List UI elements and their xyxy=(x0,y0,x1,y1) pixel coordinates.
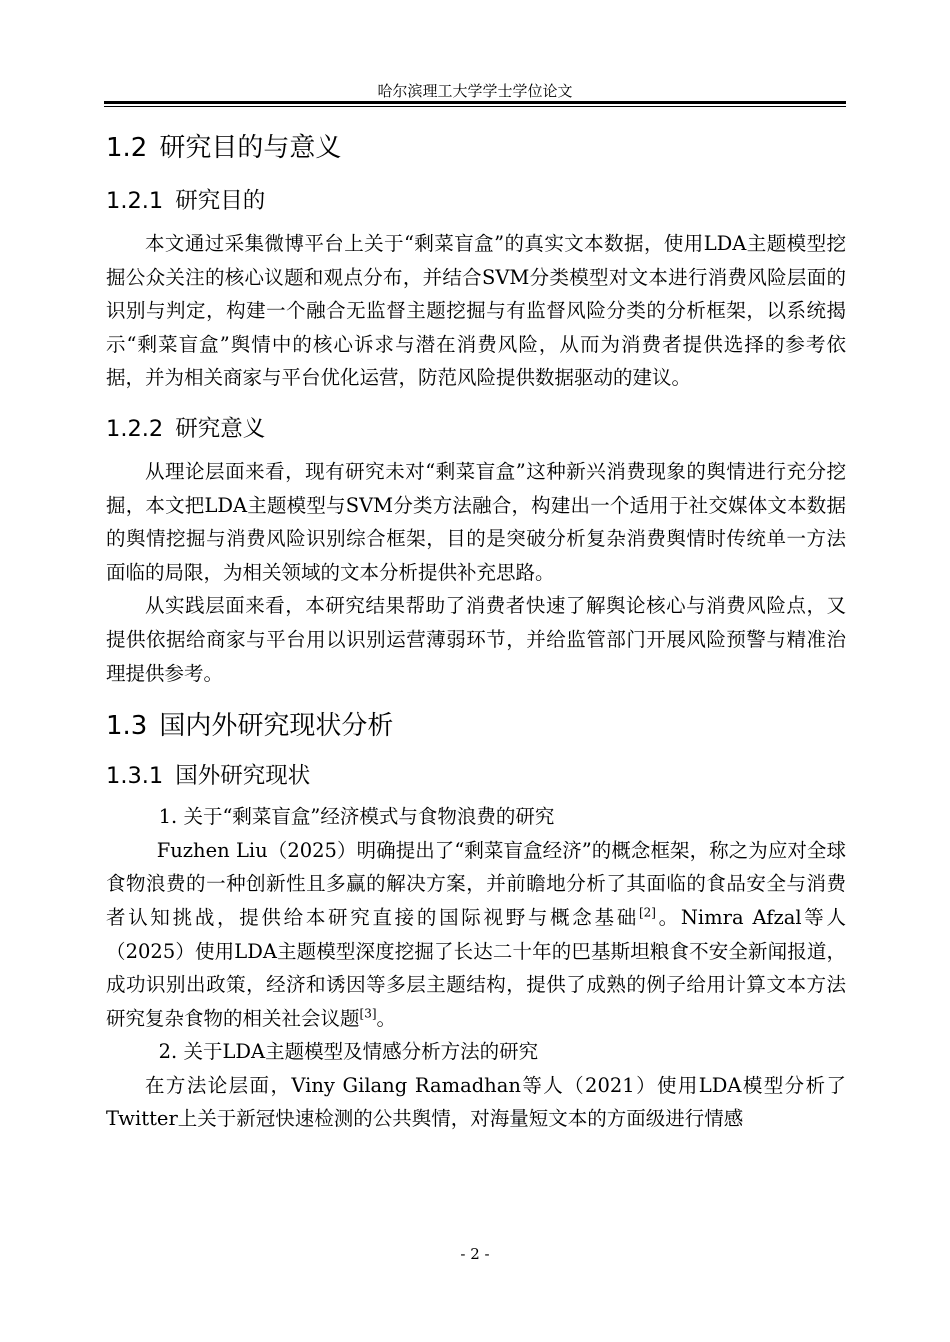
paragraph-text: 。 xyxy=(376,1006,397,1030)
list-item-1: 1. 关于“剩菜盲盒”经济模式与食物浪费的研究 xyxy=(158,805,555,829)
paragraph-practical-significance: 从实践层面来看，本研究结果帮助了消费者快速了解舆论核心与消费风险点，又提供依据给商家与平台用以识别运营薄弱环节，并给监管部门开展风险预警与精准治理提供参考。 xyxy=(106,594,846,685)
paragraph-foreign-research-2: 在方法论层面，Viny Gilang Ramadhan等人（2021）使用LDA模型分析了Twitter上关于新冠快速检测的公共舆情，对海量短文本的方面级进行情感 xyxy=(106,1073,846,1131)
citation-ref-3: [3] xyxy=(359,1006,377,1021)
subsection-heading-1-3-1 xyxy=(106,758,846,794)
subsection-number: 1.2.2 xyxy=(106,415,164,442)
section-heading-1-3 xyxy=(106,706,846,746)
page-number: - 2 - xyxy=(460,1245,490,1263)
list-item-2: 2. 关于LDA主题模型及情感分析方法的研究 xyxy=(158,1040,539,1064)
subsection-title: 研究目的 xyxy=(175,188,266,214)
paragraph-text: 。Nimra Afzal等人（2025）使用LDA主题模型深度挖掘了长达二十年的巴基斯坦粮食不安全新闻报道，成功识别出政策，经济和诱因等多层主题结构，提供了成熟的例子给用计算文本方法研究复杂食物的相关社会议题 xyxy=(106,905,846,1030)
section-heading-1-2 xyxy=(106,128,846,168)
subsection-heading-1-2-2 xyxy=(106,411,846,447)
section-number: 1.2 xyxy=(106,133,148,163)
subsection-title: 国外研究现状 xyxy=(175,763,311,790)
paragraph-theoretical-significance: 从理论层面来看，现有研究未对“剩菜盲盒”这种新兴消费现象的舆情进行充分挖掘，本文把LDA主题模型与SVM分类方法融合，构建出一个适用于社交媒体文本数据的舆情挖掘与消费风险识别综合框架，目的是突破分析复杂消费舆情时传统单一方法面临的局限，为相关领域的文本分析提供补充思路。 xyxy=(106,459,846,584)
paragraph-text: Fuzhen Liu（2025）明确提出了“剩菜盲盒经济”的概念框架，称之为应对全球食物浪费的一种创新性且多赢的解决方案，并前瞻地分析了其面临的食品安全与消费者认知挑战，提供给本研究直接的国际视野与概念基础 xyxy=(106,838,846,929)
header-rule-thick xyxy=(104,101,846,104)
header-rule-thin xyxy=(104,106,846,107)
running-header: 哈尔滨理工大学学士学位论文 xyxy=(377,82,573,100)
citation-ref-2: [2] xyxy=(638,905,656,920)
page-content xyxy=(106,128,846,1136)
section-number: 1.3 xyxy=(106,711,148,742)
subsection-number: 1.2.1 xyxy=(106,188,164,214)
paragraph-foreign-research-1 xyxy=(106,834,846,1036)
subsection-heading-1-2-1 xyxy=(106,183,846,219)
subsection-title: 研究意义 xyxy=(175,415,266,442)
section-title: 国内外研究现状分析 xyxy=(159,711,394,742)
paragraph-research-purpose: 本文通过采集微博平台上关于“剩菜盲盒”的真实文本数据，使用LDA主题模型挖掘公众关注的核心议题和观点分布，并结合SVM分类模型对文本进行消费风险层面的识别与判定，构建一个融合无监督主题挖掘与有监督风险分类的分析框架，以系统揭示“剩菜盲盒”舆情中的核心诉求与潜在消费风险，从而为消费者提供选择的参考依据，并为相关商家与平台优化运营，防范风险提供数据驱动的建议。 xyxy=(106,232,846,390)
subsection-number: 1.3.1 xyxy=(106,763,164,790)
section-title: 研究目的与意义 xyxy=(159,133,342,163)
